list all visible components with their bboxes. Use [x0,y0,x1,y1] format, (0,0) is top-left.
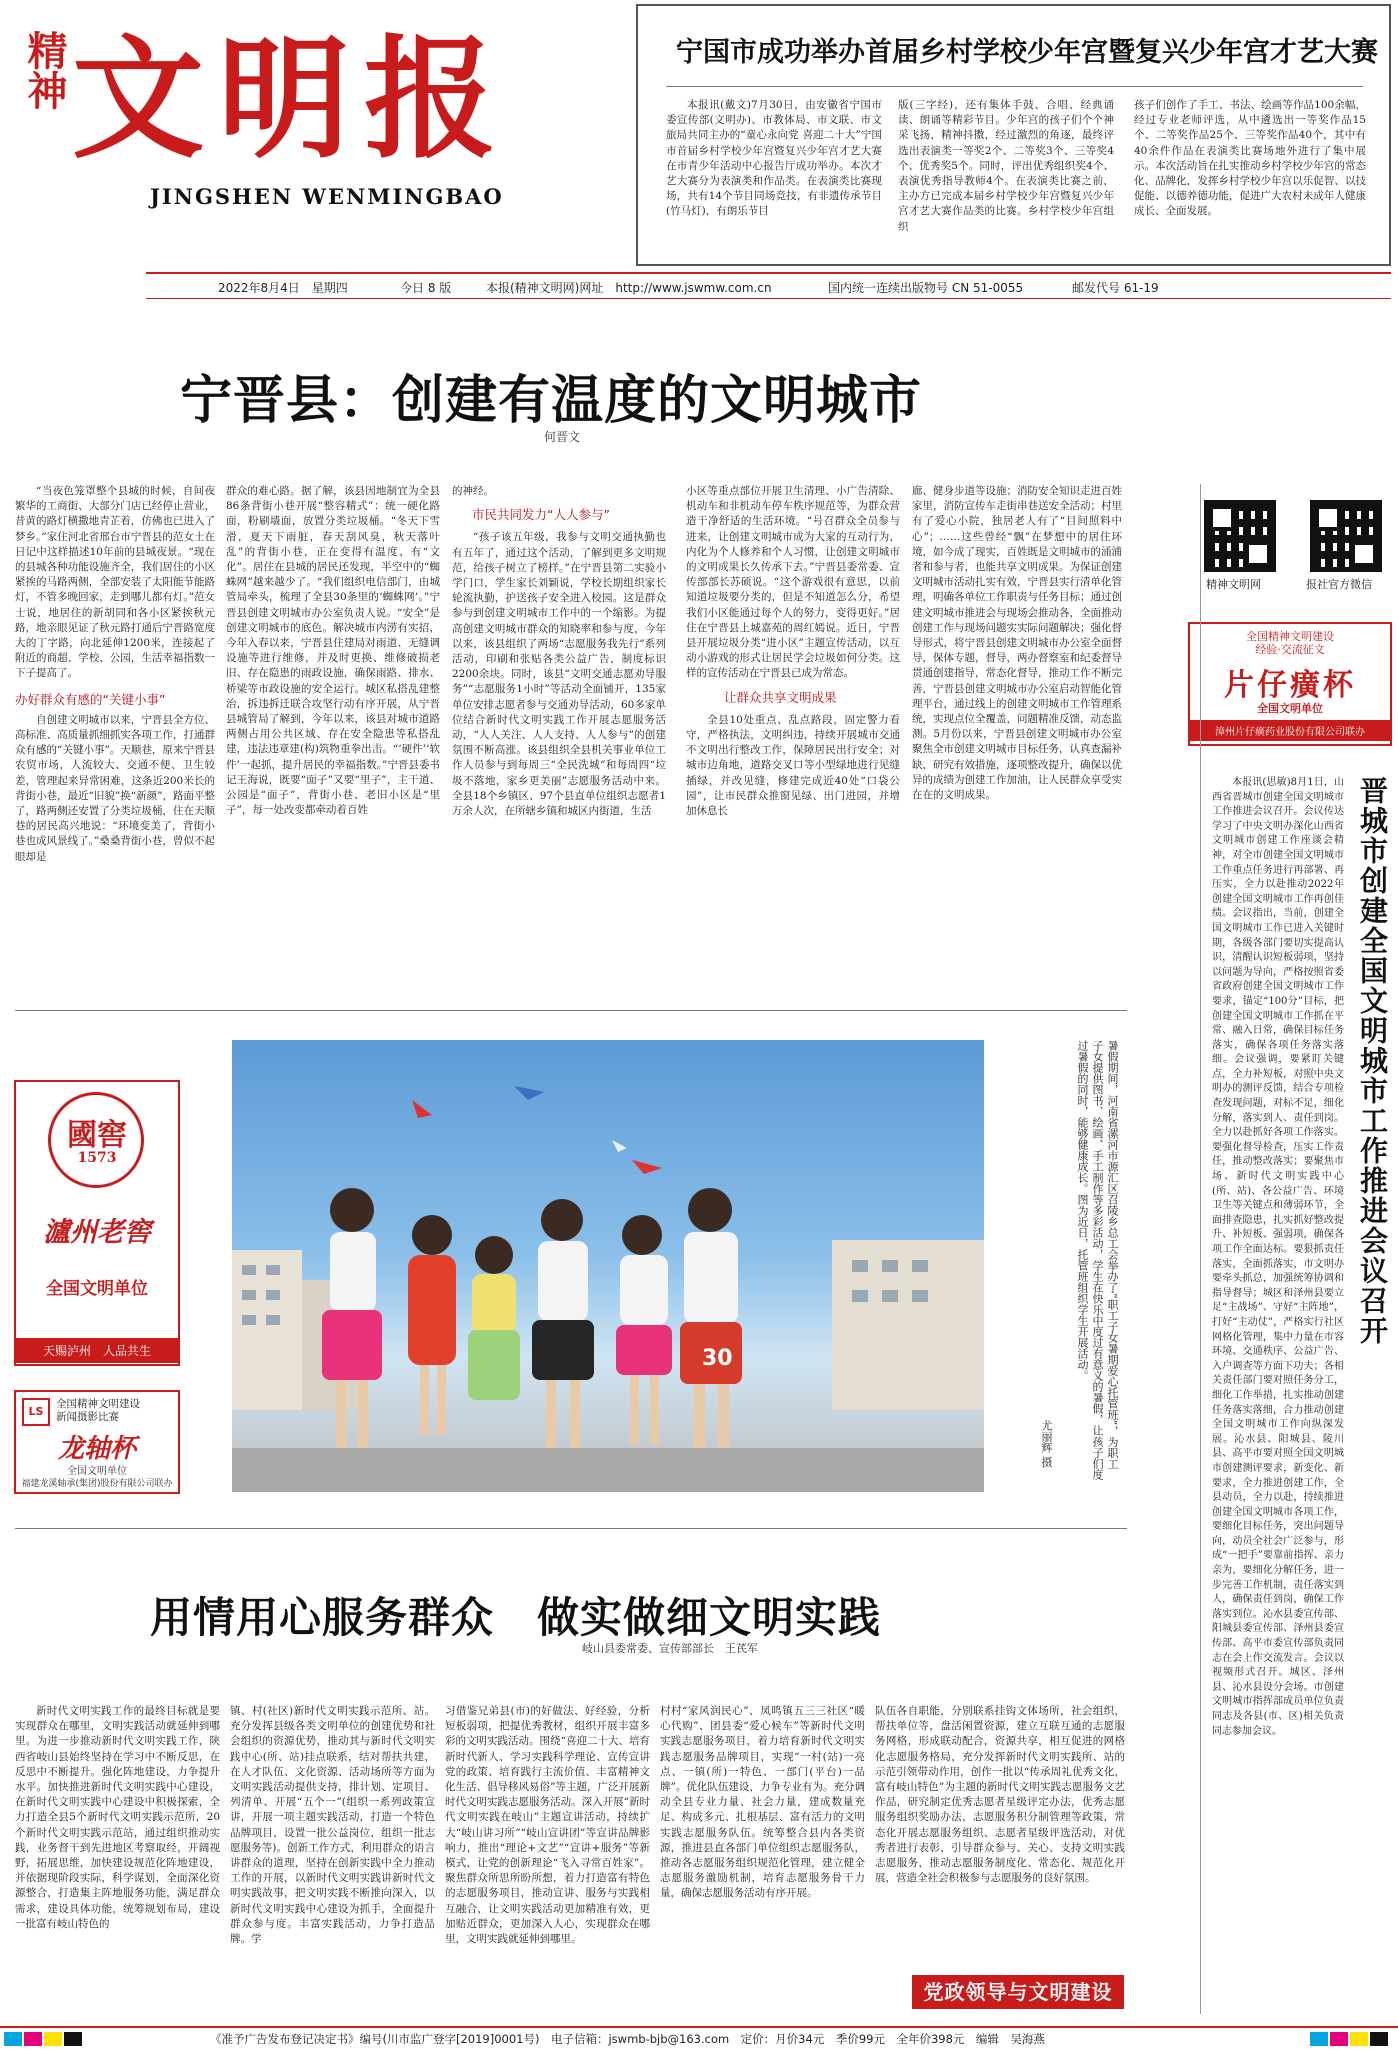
main-text: 廊、健身步道等设施；消防安全知识走进百姓家里，消防宣传车走街串巷送安全活动；村里有了爱心小院，独居老人有了“目间照料中心”；……这些曾经“飘”在梦想中的居住环境，如今成了现实，百姓既是文明城市的涌浦者和参与者，也能共享文明成果。为保证创建文明城市活动扎实有效，宁晋县实行清单化管理，明确各单位工作职责与任务目标；通过创建文明城市推进会与现场会推动各，全面推动创建工作与现场问题实实际问题解决；强化督导形式，将宁晋县创建文明城市办公室全面督导，保体专题，督导，两办督察室和纪委督导贯通创建指导，常态化督导，推动工作不断完善，宁晋县创建文明城市办公室启动智能化管理平台，通过线上的创建文明城市工作管理系统，实现点位全覆盖，问题精准反馈，动态监测。5月份以来，宁晋县创建文明城市办公室聚焦全市创建文明城市目标任务，认真查漏补缺，研究有效措施，逐项整改提升，确保以优异的成绩为创建工作加油，让人民群众享受实在在的文明成果。 [912,485,1122,802]
ad-pianzaihuang [1188,622,1392,746]
main-text: “当夜色笼罩整个县城的时候，自间夜繁华的工商街、大部分门店已经停止营业，昔黄的路灯横撒地青芷着，仿佛也已进入了梦乡。”家住河北省邢台市宁晋县的范女士在日记中这样描述10年前的县城夜景。“现在的县城各种功能设施齐全，我们居住的小区紧挨的马路两侧，全部安装了太阳能节能路灯，不管多晚回家，走到哪儿都有灯。”范女士说，地居住的新胡同和各小区紧挨秋元路，地亲眼见证了秋元路打通后宁晋路宽度大的丁字路，向北延伸1200米，连接起了附近的商超、学校、公园，生活幸福指数一下子提高了。 [15,485,215,680]
masthead [0,0,640,210]
bottom-text: 新时代文明实践工作的最终目标就是要实现群众在哪里，文明实践活动就延伸到哪里。为进一步推动新时代文明实践工作，陕西省岐山县始终坚持在学习中不断反思，在反思中不断提升。强化阵地建设，力争提升水平。加快推进新时代文明实践中心建设，在新时代文明实践中心建设中积极探索，全力打造全县5个新时代文明实践示范所，20个新时代文明实践示范站，通过组织推动实践，业务督干到先进地区考察取经，开阔视野，拓展思维，加快建设规范化阵地建设，并依据现阶段实际，科学谋划，全面深化资源整合，打造集主阵地服务功能，满足群众需求，建设具体功能，统筹规划布局，建设一批富有岐山特色的 [15,1705,220,1930]
footer-license: 《准予广告发布登记决定书》编号(川市监广登字[2019]0001号) 电子信箱：jswmb-bjb@163.com 定价：月价34元 季价99元 全年价398元 编辑 吴海燕 [210,2032,1045,2046]
side-story-body [1212,776,1344,2016]
bottom-text: 镇、村(社区)新时代文明实践示范所、站。充分发挥县级各类文明单位的创建优势和社会组织的资源优势，推动其与新时代文明实践中心(所、站)挂点联系，结对帮扶共建，在人才队伍、文化资源、活动场所等方面为文明实践活动提供支持，排计划、定项目、列清单、开展“五个一”(组织一系列政策宣讲，开展一项主题实践活动，打造一个特色品牌项目，设置一批公益岗位，组织一批志愿服务等)。创新工作方式，利用群众的语言讲群众的道理，坚持在创新实践中全力推动工作的开展，以新时代文明实践讲新时代文明实践故事，把文明实践不断推向深入，以新时代文明实践中心建设为抓手，全面提升群众参与度。丰富实践活动，力争打造品牌。学 [230,1705,435,1946]
main-text: 小区等重点部位开展卫生清理、小广告清除、机动车和非机动车停车秩序规范等，为群众营造干净舒适的生活环境。“号召群众全员参与进来，让创建文明城市成为大家的互动行为，内化为个人修养和个人习惯，让创建文明城市的文明成果长久传承下去。”宁晋县委常委、宣传部部长苏硕说。“这个游戏很有意思，以前知道垃圾要分类的，但是不知道怎么分，希望我们小区能通过每个人的努力，变得更好。”居住在宁晋县上城嘉苑的周红嫣说。近日，宁晋县开展垃圾分类“进小区”主题宣传活动，以互动小游戏的形式让居民学会垃圾如何分类。这样的宣传活动在宁晋县已成为常态。 [686,485,900,680]
side-story-title: 晋城市创建全国文明城市工作推进会议召开 [1356,776,1389,1346]
svg-text:30: 30 [702,1346,733,1371]
subhead-1: 办好群众有感的“关键小事” [15,691,166,707]
longzhou-company: 福建龙溪轴承(集团)股份有限公司联办 [21,1479,173,1489]
top-story-col3 [1134,98,1366,256]
masthead-title: 文明报 [72,22,510,177]
bottom-text: 村村“家风润民心”、凤鸣镇五三三社区“暖心代购”、团县委“爱心候车”等新时代文明实践志愿服务项目，着力培育新时代文明实践志愿服务品牌项目，实现“一村(站)一亮点、一镇(所)一特色、一部门(平台)一品牌”。优化队伍建设，力争专业有为。充分调动全县专业力量、社会力量，建成数量充足、构成多元、扎根基层、富有活力的文明实践志愿服务队伍。统筹整合县内各类资源，推进县直各部门单位组织志愿服务队，推动各志愿服务组织规范化管理，建立健全志愿服务激励机制，培育志愿服务骨干力量，确保志愿服务活动有序开展。 [660,1705,865,1900]
main-text: 自创建文明城市以来，宁晋县全方位、高标准、高质量抓细抓实各项工作，打通群众有感的“关键小事”。天顺巷，原来宁晋县农贸市场，人流较大、交通不便、卫生较差，管理起来异常困难，这条近200米长的背街小巷，最近“旧貌”换“新颜”，路面平整了，路两侧还安置了分类垃圾桶，住在天顺巷的居民高兴地说：“环境变美了，背街小巷也成风景线了。”桑桑背街小巷，曾似不起眼却是 [15,713,215,863]
ad-pzh-brand: 片仔癀杯 [1224,668,1356,703]
main-col-3 [452,484,666,984]
bottom-col-5 [875,1704,1125,1972]
top-story-text: 孩子们创作了手工、书法、绘画等作品100余幅，经过专业老师评选，从中遴选出一等奖作品15个、二等奖作品25个、三等奖作品40个，其中有40余件作品在表演类比赛场地外进行了集中展示。本次活动旨在扎实推动乡村学校少年宫的常态化、品牌化，发挥乡村学校少年宫以乐促智、以技促能、以德养德功能，促进广大农村未成年人健康成长、全面发展。 [1134,99,1366,218]
photo-children [232,1040,984,1492]
cn-number: 国内统一连续出版物号 CN 51-0055 [828,281,1024,295]
subhead-3: 让群众共享文明成果 [724,689,837,705]
top-story-text: 版(三字经)，还有集体手鼓、合唱、经典诵读、朗诵等精彩节目。少年宫的孩子们个个神采飞扬，精神抖擞，经过激烈的角逐，最终评选出表演类一等奖2个、二等奖3个、三等奖4个、优秀奖5个。同时，评出优秀组织奖4个、表演优秀指导教师4个。在表演类比赛之前，主办方已完成本届乡村学校少年宫暨复兴少年宫才艺大赛作品类的比赛。乡村学校少年宫组织 [898,99,1114,233]
qr-label-wechat: 报社官方微信 [1306,578,1372,591]
ad-guojiao [14,1080,180,1366]
main-text: 的神经。 [452,485,494,497]
post-code: 邮发代号 61-19 [1072,281,1159,295]
guojiao-script: 瀘州老窖 [43,1217,151,1248]
bottom-text: 队伍各自职能，分别联系挂钩文体场所，社会组织，帮扶单位等，盘活闲置资源，建立互联互通的志愿服务网格，形成联动配合，资源共享，相互促进的网格化志愿服务格局，充分发挥新时代文明实践所、站的示范引领带动作用，创作一批以“传承周礼优秀文化，富有岐山特色”为主题的新时代文明实践志愿服务文艺作品，研究制定优秀志愿者星级评定办法，优秀志愿服务组织奖励办法，志愿服务积分制管理等政策，常态化开展志愿服务组织、志愿者星级评选活动，对优秀者进行表彰，引导群众参与、关心、支持文明实践志愿服务，推动志愿服务制度化、常态化、规范化开展，营造全社会积极参与志愿服务的良好氛围。 [875,1705,1125,1885]
bottom-story-title: 用情用心服务群众 做实做细文明实践 [150,1593,882,1642]
section-tag: 党政领导与文明建设 [912,1975,1124,2009]
cmyk-marks [4,2031,84,2050]
issue-date: 2022年8月4日 星期四 [218,281,348,295]
top-story-text: 本报讯(戴文)7月30日，由安徽省宁国市委宣传部(文明办)、市教体局、市文联、市文旅局共同主办的“童心永向党 喜迎二十大”宁国市首届乡村学校少年宫暨复兴少年宫才艺大赛在市青少年活动中心报告厅成功举办。本次才艺大赛分为表演类和作品类。在表演类比赛现场，共有14个节目同场竞技，有非遗传承节目(竹马灯)，有朗乐节目 [666,99,882,218]
bottom-col-1 [15,1704,220,2020]
footer [0,2028,1398,2048]
main-col-1 [15,484,215,984]
bottom-text: 习借鉴兄弟县(市)的好做法、好经验，分析短板弱项，把提优秀教材，组织开展丰富多彩的文明实践活动。围绕“喜迎二十大、培育新时代新人、学习实践科学理论、宣传宣讲党的政策、培育践行主流价值、丰富精神文化生活、倡导移风易俗”等主题，广泛开展新时代文明实践志愿服务活动。深入开展“新时代文明实践在岐山”主题宣讲活动，持续扩大“岐山讲习所”“岐山宣讲团”等宣讲品牌影响力，推出“理论+文艺”“宣讲+服务”等新模式，让党的创新理论“飞入寻常百姓家”。聚焦群众所思所盼所想，着力打造富有特色的志愿服务项目，推动宣讲、服务与实践相互融合，让文明实践活动更加精准有效，更加贴近群众，更加深入人心，实现群众在哪里，文明实践就延伸到哪里。 [445,1705,650,1946]
main-col-4 [686,484,900,984]
bottom-story-byline: 岐山县委常委、宣传部部长 王芪军 [582,1642,758,1655]
bottom-col-2 [230,1704,435,2020]
top-story-col2 [898,98,1114,256]
bottom-col-4 [660,1704,865,2020]
main-col-2 [226,484,440,984]
guojiao-year: 1573 [77,1150,117,1166]
guojiao-unit: 全国文明单位 [46,1279,148,1299]
date-line [146,275,1391,297]
side-text: 本报讯(思敏)8月1日，山西省晋城市创建全国文明城市工作推进会议召开。会议传达学习了中央文明办深化山西省文明城市创建工作座谈会精神，对全市创建全国文明城市工作重点任务进行再部署、再压实，全力以赴推动2022年创建全国文明城市工作再创佳绩。会议指出，当前，创建全国文明城市工作已进入关键时期，各级各部门要切实提高认识，清醒认识短板弱项，坚持以问题为导向，严格按照省委省政府创建全国文明城市工作要求，锚定“100分”目标，把创建全国文明城市工作抓在平常、融入日常，确保目标任务落实，确保各项任务落实落细。会议强调，要紧盯关键点，全力补短板，对照中央文明办的测评反馈，结合专项检查发现问题，对标不足，细化分解，落实到人、责任到岗。全力以赴抓好各项工作落实。要强化督导检查，压实工作责任，推动整改落实；要聚焦市场、新时代文明实践中心(所、站)、各公益广告、环境卫生等关键点和薄弱环节，全面排查隐患，扎实抓好整改提升、补短板、强弱项，确保各项工作全面达标。要狠抓责任落实，全面抓落实，市文明办要牵头抓总，加强统筹协调和指导督导；城区和泽州县要立足“主战场”、守好“主阵地”，打好“主动仗”，严格实行社区网格化管理，集中力量在市容环境、交通秩序、公益广告、入户调查等方面下功夫；各相关责任部门要对照任务分工，细化工作举措，扎实推动创建任务落实落细，合力推动创建全国文明城市工作向纵深发展。沁水县、阳城县、陵川县、高平市要对照全国文明城市创建测评要求，新变化、新要求，全力推进创建工作，全县动员，全力以赴，持续推进创建全国文明城市各项工作，要细化目标任务，突出问题导向，动员全社会广泛参与，形成“一把手”要靠前指挥、亲力亲为，要细化分解任务，进一步完善工作机制，责任落实到人，确保责任到岗，确保工作落实到位。沁水县委宣传部、阳城县委宣传部、泽州县委宣传部、高平市委宣传部负责同志在会上作交流发言。会议以视频形式召开。城区、泽州县、沁水县设分会场。市创建文明城市指挥部成员单位负责同志及各县(市、区)相关负责同志参加会议。 [1212,777,1344,1737]
main-text: 全县10处重点、乱点路段，固定警力看守，严格执法，文明纠违，持续开展城市交通不文明出行整改工作，保障居民出行安全；对城市边角地，道路交叉口等小型绿地进行见缝插绿，并改见缝，修建完成近40处“口袋公园”，让市民群众推窗见绿、出门进园，并增加休息长 [686,713,900,818]
masthead-pinyin: JINGSHEN WENMINGBAO [150,184,504,209]
bottom-col-3 [445,1704,650,2020]
qr-code-website [1204,500,1276,572]
pages-today: 今日 8 版 [400,281,452,295]
main-story-byline: 何晋文 [544,430,581,444]
top-story-col1 [666,98,882,256]
qr-code-wechat [1310,500,1382,572]
photo-svg [232,1040,984,1492]
top-story-title: 宁国市成功举办首届乡村学校少年宫暨复兴少年宫才艺大赛 [676,37,1378,68]
guojiao-slogan: 天赐泸州 人品共生 [16,1338,178,1363]
main-text: “孩子该五年级，我参与文明交通执勤也有五年了，通过这个活动，了解到更多文明规范，给孩子树立了榜样。”在宁晋县第二实验小学门口，学生家长刘颖说，学校长期组织家长轮流执勤，护送孩子安全进入校园。这是群众参与到创建文明城市工作中的一个缩影。为提高创建文明城市群众的知晓率和参与度，今年以来，该县组织了两场“志愿服务我先行”系列活动，印刷和张贴各类公益广告，制度标识2200余块。同时，该县“文明交通志愿劝导服务”“志愿服务1小时”等活动全面铺开，135家单位安排志愿者参与交通劝导活动，60多家单位结合新时代文明实践工作开展志愿服务活动，“人人关注、人人支持、人人参与”的创建氛围不断高涨。该县组织全县机关事业单位工作人员参与到每周三“全民洗城”和每周四“垃圾不落地，家乡更美丽”志愿服务活动中来。全县18个乡镇区、97个县直单位组织志愿者1万余人次，在所辖乡镇和城区内街道，生活 [452,531,666,818]
longzhou-brand: 龙轴杯 [57,1434,136,1464]
top-story-box [636,4,1391,266]
masthead-logo-small: 精神 [21,30,68,110]
longzhou-logo: LS [22,1398,50,1426]
main-col-5 [912,484,1122,984]
website[interactable]: 本报(精神文明网)网址 http://www.jswmw.com.cn [486,281,772,295]
ad-pzh-top: 全国精神文明建设 经验·交流征文 [1246,630,1334,656]
longzhou-top: 全国精神文明建设 新闻摄影比赛 [56,1398,140,1423]
main-text: 群众的难心路。据了解，该县因地制宜为全县86条背街小巷开展“整容精式”：统一硬化路面，粉刷墙面，放置分类垃圾桶。“冬天下雪滑，夏天下雨脏，春天刮风臭，秋天落叶乱”的背街小巷，正在变得有温度、有“文化”。居住在县城的居民还发现，半空中的“蜘蛛网”越来越少了。“我们组织电信部门，由城管局牵头，梳理了全县30条里的‘蜘蛛网’。”宁晋县创建文明城市办公室负责人说。“安全”是创建文明城市的底色。解决城市内涝有实招，今年入春以来，宁晋县住建局对雨道、无缝调设施等进行维修，并及时更换、维修破损老旧、存在隐患的雨政设施，确保雨路、排水、桥梁等市政设施的安全运行。城区私搭乱建整治，拆违拆迁联合攻坚行动有序开展，从宁晋县城管局了解到，今年以来，该县对城市道路两侧占用公共区域、存在安全隐患等私搭乱建，违法违章建(构)筑物重拳出击。“‘硬件’‘软件’一起抓，提升居民的幸福指数。”宁晋县委书记王海说，既要“面子”又要“里子”，主干道、公园是“面子”，背街小巷、老旧小区是“里子”，每一处改变都牵动着百姓 [226,485,440,817]
ad-longzhou [14,1390,180,1494]
qr-label-website: 精神文明网 [1206,578,1261,591]
ad-pzh-company: 漳州片仔癀药业股份有限公司联办 [1190,720,1390,741]
longzhou-unit: 全国文明单位 [67,1466,127,1477]
photo-credit: 尤丽辉 摄 [1040,1420,1053,1468]
photo-caption: 暑假期间，河南省漯河市源汇区召陵乡总工会举办了“职工子女暑期爱心托管班”，为职工子女提供图书、绘画、手工制作等多彩活动，学生在快乐中度过有意义的暑假，让孩子们度过暑假的同时，能够健康成长。图为近日，托管班组织学生开展活动。 [1076,1040,1119,1480]
guojiao-brand: 國窖 [67,1118,127,1153]
ad-pzh-unit: 全国文明单位 [1257,702,1323,715]
cmyk-marks-right [1310,2031,1390,2050]
subhead-2: 市民共同发力“人人参与” [472,507,610,523]
main-story-title: 宁晋县：创建有温度的文明城市 [180,371,923,431]
